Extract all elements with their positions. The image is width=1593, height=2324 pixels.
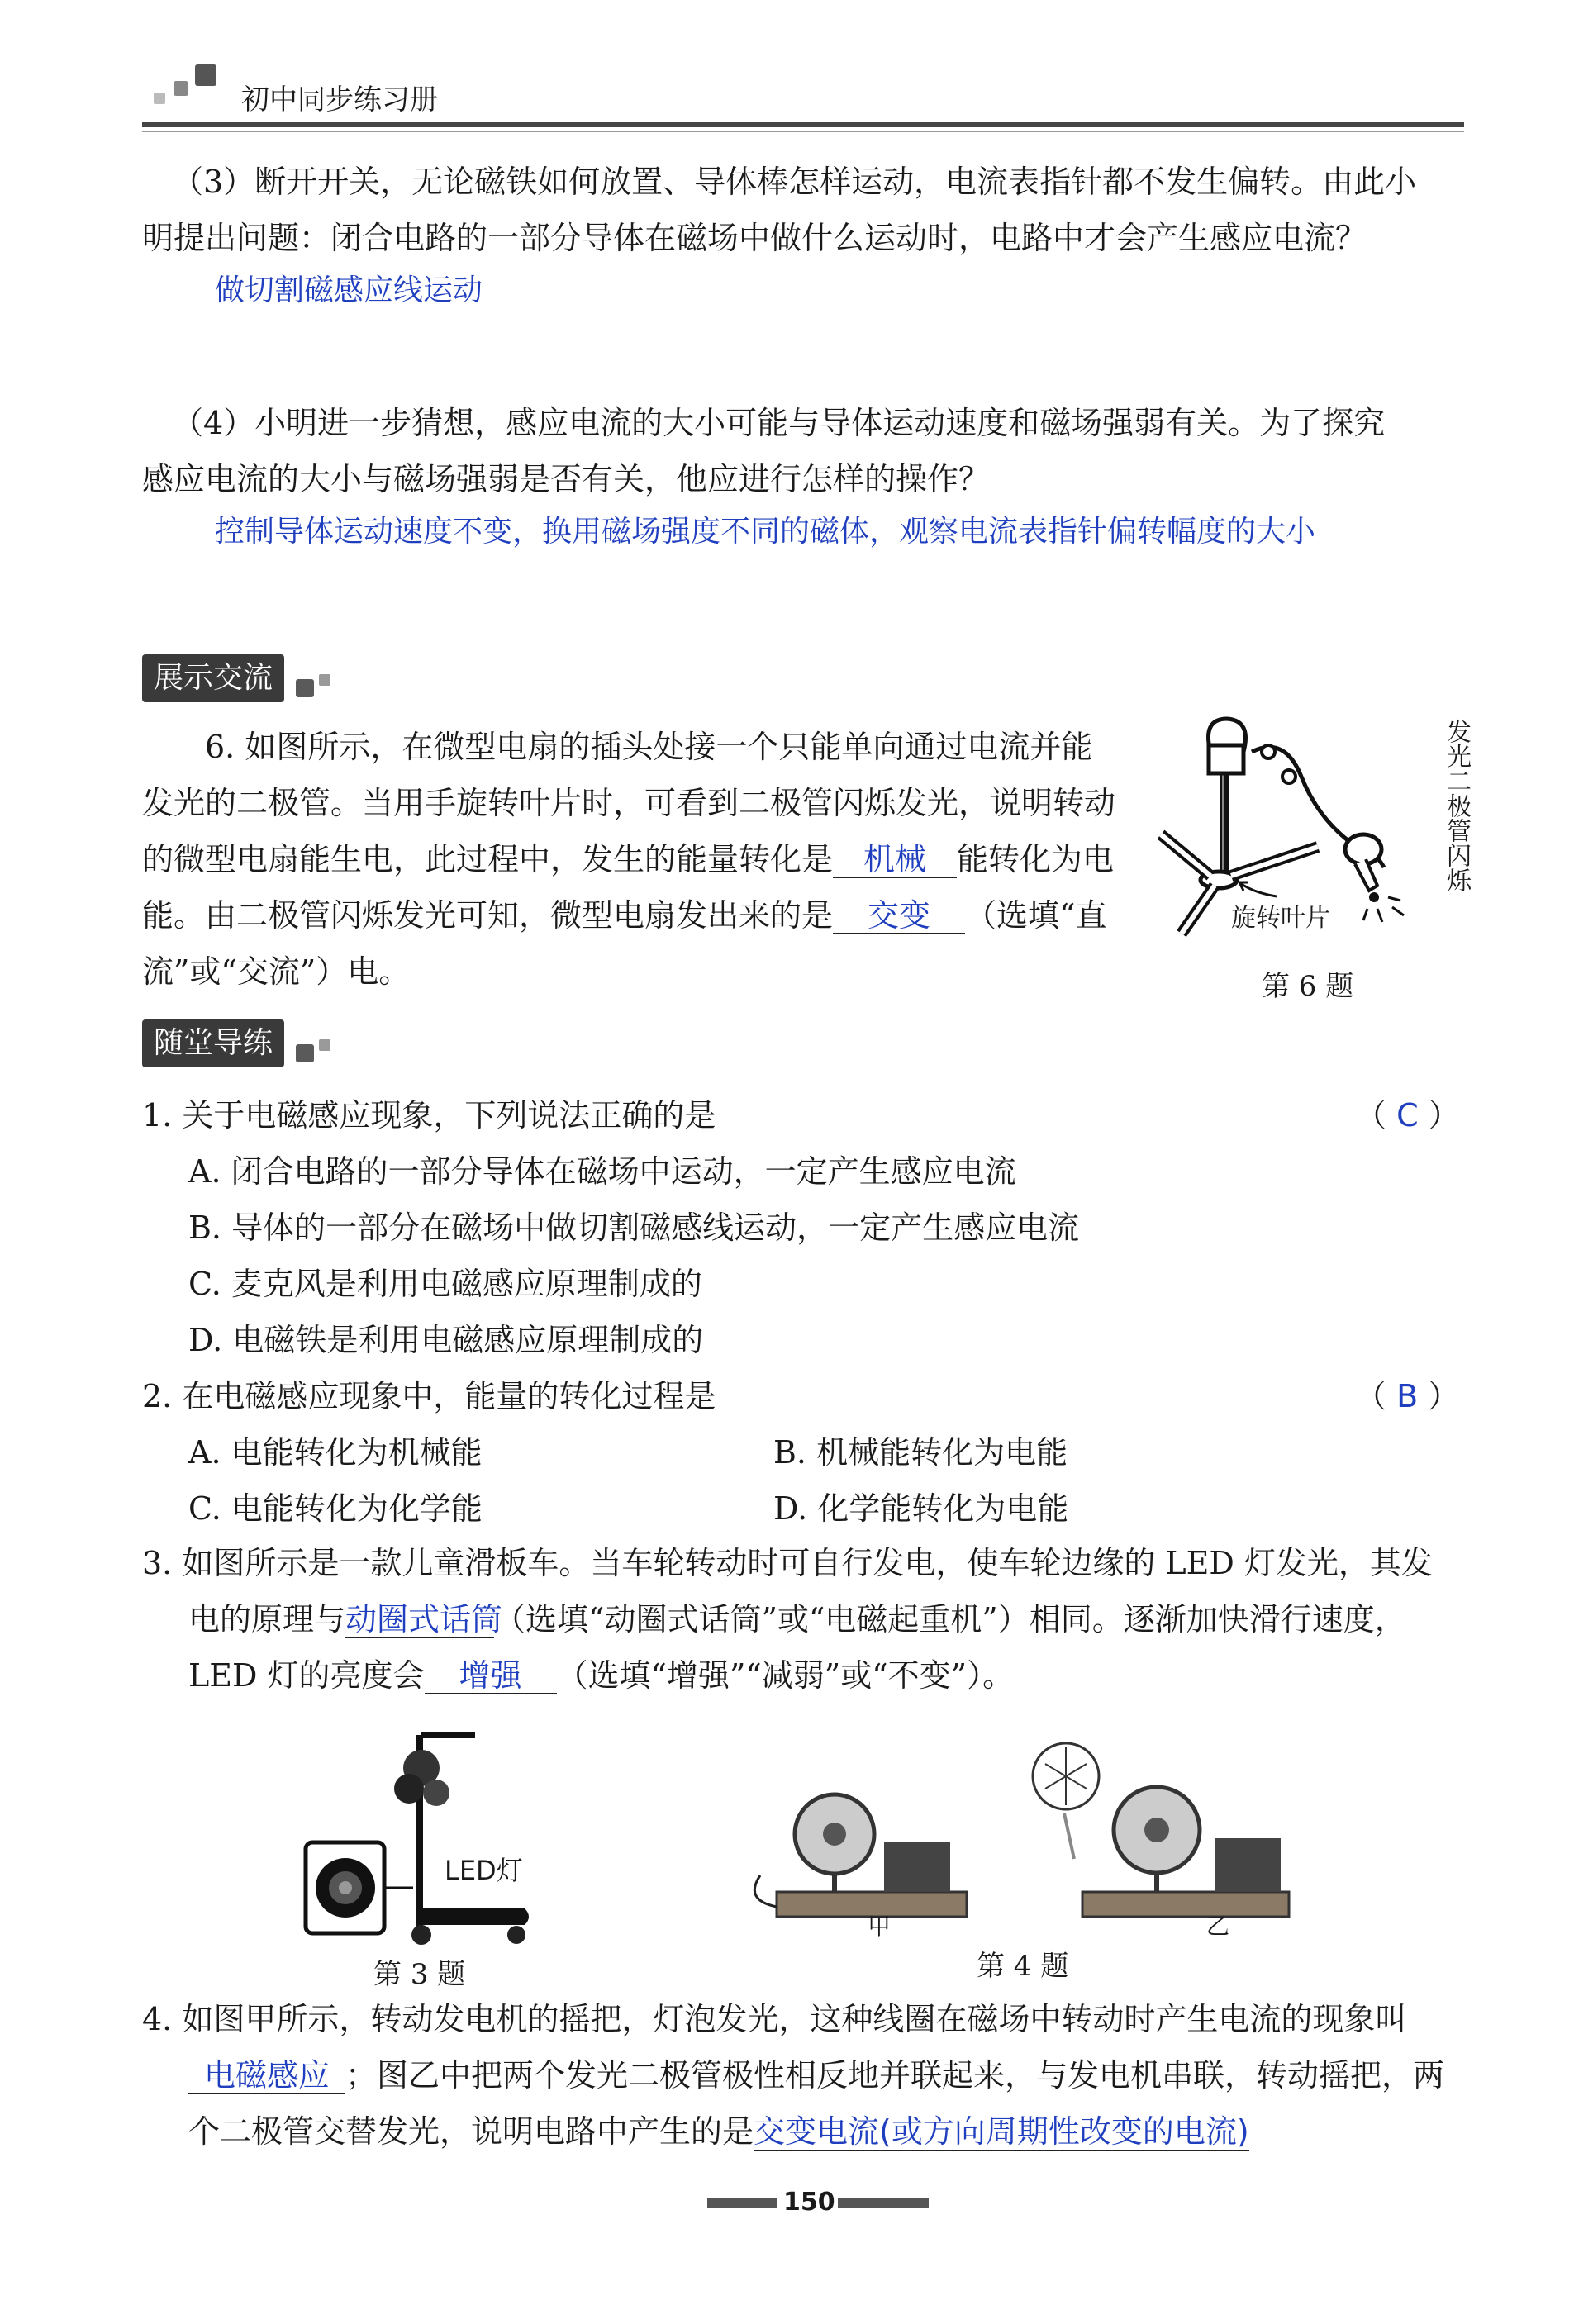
q4-line2-text: ；图乙中把两个发光二极管极性相反地并联起来，与发电机串联，转动摇把，两 [345, 2057, 1445, 2094]
q3-part-line2: 明提出问题：闭合电路的一部分导体在磁场中做什么运动时，电路中才会产生感应电流？ [142, 220, 1367, 256]
q4-part [142, 403, 1464, 568]
section-deco [319, 1039, 330, 1051]
header-rule-thin [142, 131, 1464, 132]
mc2-option-a: A. 电能转化为机械能 [188, 1434, 483, 1471]
q6-line3b: 能转化为电 [957, 841, 1115, 877]
fig4-label-a: 甲 [868, 1913, 892, 1940]
q3-line2a: 电的原理与 [188, 1601, 346, 1637]
mc1-answer-bracket: （ C ） [1355, 1097, 1460, 1133]
mc2 [142, 1376, 1464, 1533]
section-tag-practice: 随堂导练 [142, 1019, 284, 1067]
q4-line3a: 个二极管交替发光，说明电路中产生的是 [188, 2113, 754, 2150]
q4-answer-2: 交变电流(或方向周期性改变的电流) [754, 2113, 1249, 2150]
mc1-option-a: A. 闭合电路的一部分导体在磁场中运动，一定产生感应电流 [188, 1153, 1016, 1190]
q3-part-line1: （3）断开开关，无论磁铁如何放置、导体棒怎样运动，电流表指针都不发生偏转。由此小 [172, 164, 1417, 200]
q6-line2: 发光的二极管。当用手旋转叶片时，可看到二极管闪烁发光，说明转动 [142, 785, 1116, 821]
q3-line1: 3. 如图所示是一款儿童滑板车。当车轮转动时可自行发电，使车轮边缘的 LED 灯发光，其发 [142, 1545, 1433, 1581]
section-deco [296, 1044, 314, 1062]
fig3-scooter-drawing [297, 1718, 545, 1950]
mc2-stem: 2. 在电磁感应现象中，能量的转化过程是 [142, 1378, 716, 1414]
q6-line4a: 能。由二极管闪烁发光可知，微型电扇发出来的是 [142, 897, 834, 934]
mc2-option-b: B. 机械能转化为电能 [773, 1434, 1068, 1471]
q6-line5: 流”或“交流”）电。 [142, 953, 411, 990]
mc2-answer: B [1396, 1378, 1419, 1414]
q4-part-line2: 感应电流的大小与磁场强弱是否有关，他应进行怎样的操作？ [142, 461, 991, 497]
q3-line3 [188, 1656, 1014, 1695]
q3-line2 [188, 1599, 1406, 1639]
q4-line1: 4. 如图甲所示，转动发电机的摇把，灯泡发光，这种线圈在磁场中转动时产生电流的现象叫 [142, 2001, 1407, 2037]
mc2-answer-bracket: （ B ） [1355, 1378, 1460, 1414]
fig3-led-label: LED灯 [445, 1855, 523, 1886]
fig6-caption: 第 6 题 [1262, 970, 1354, 1003]
mc1-option-b: B. 导体的一部分在磁场中做切割磁感线运动，一定产生感应电流 [188, 1210, 1080, 1246]
header-deco [140, 89, 165, 114]
fig3-caption: 第 3 题 [373, 1958, 466, 1991]
mc1-option-c: C. 麦克风是利用电磁感应原理制成的 [188, 1266, 702, 1302]
fig4-caption: 第 4 题 [977, 1950, 1069, 1983]
fig4-label-b: 乙 [1206, 1913, 1230, 1940]
mc1-option-d: D. 电磁铁是利用电磁感应原理制成的 [188, 1322, 704, 1358]
header-title: 初中同步练习册 [241, 83, 438, 116]
q6-line1: 6. 如图所示，在微型电扇的插头处接一个只能单向通过电流并能 [205, 729, 1093, 765]
header-rule [142, 122, 1464, 127]
q6-answer-2: 交变 [833, 898, 965, 934]
mc2-option-c: C. 电能转化为化学能 [188, 1490, 483, 1527]
q3-line2b: （选填“动圈式话筒”或“电磁起重机”）相同。逐渐加快滑行速度， [494, 1601, 1406, 1637]
q4-line3 [188, 2112, 1249, 2151]
q3-answer-1: 动圈式话筒 [345, 1601, 503, 1637]
footer-deco-left [707, 2198, 777, 2208]
q6-line4 [142, 896, 1106, 935]
q4-answer-1: 电磁感应 [188, 2058, 345, 2094]
fig6-label-blade: 旋转叶片 [1231, 904, 1330, 933]
q6-answer-1: 机械 [833, 842, 957, 878]
q3-part [142, 162, 1464, 327]
q3-line3b: （选填“增强”“减弱”或“不变”）。 [556, 1657, 1015, 1694]
page-number: 150 [783, 2188, 835, 2217]
q6 [142, 727, 1150, 1008]
mc1-answer: C [1396, 1097, 1419, 1133]
q3-part-answer: 做切割磁感应线运动 [215, 273, 483, 307]
section-tag-display: 展示交流 [142, 654, 284, 702]
q6-line3a: 的微型电扇能生电，此过程中，发生的能量转化是 [142, 841, 834, 877]
footer-deco-right [838, 2198, 929, 2208]
q3 [142, 1543, 1464, 1709]
q6-line4b: （选填“直 [965, 897, 1107, 934]
section-deco [296, 679, 314, 697]
q4 [142, 1999, 1464, 2165]
q4-line2 [188, 2055, 1444, 2095]
q4-part-line1: （4）小明进一步猜想，感应电流的大小可能与导体运动速度和磁场强弱有关。为了探究 [172, 405, 1386, 441]
fig6 [1153, 702, 1483, 1016]
fig6-label-diode: 发光二极管闪烁 [1442, 719, 1471, 892]
q3-answer-2: 增强 [425, 1658, 557, 1694]
fig4-generator-b [1016, 1735, 1314, 1941]
section-deco [319, 674, 330, 686]
q4-part-answer: 控制导体运动速度不变，换用磁场强度不同的磁体，观察电流表指针偏转幅度的大小 [215, 515, 1316, 549]
fig4-generator-a [744, 1768, 975, 1941]
mc2-option-d: D. 化学能转化为电能 [773, 1490, 1069, 1527]
mc1-stem: 1. 关于电磁感应现象，下列说法正确的是 [142, 1097, 716, 1133]
fig3 [297, 1718, 562, 1991]
q6-line3 [142, 839, 1114, 879]
fig4 [744, 1735, 1339, 1991]
q3-line3a: LED 灯的亮度会 [188, 1657, 425, 1694]
mc1 [142, 1095, 1464, 1360]
